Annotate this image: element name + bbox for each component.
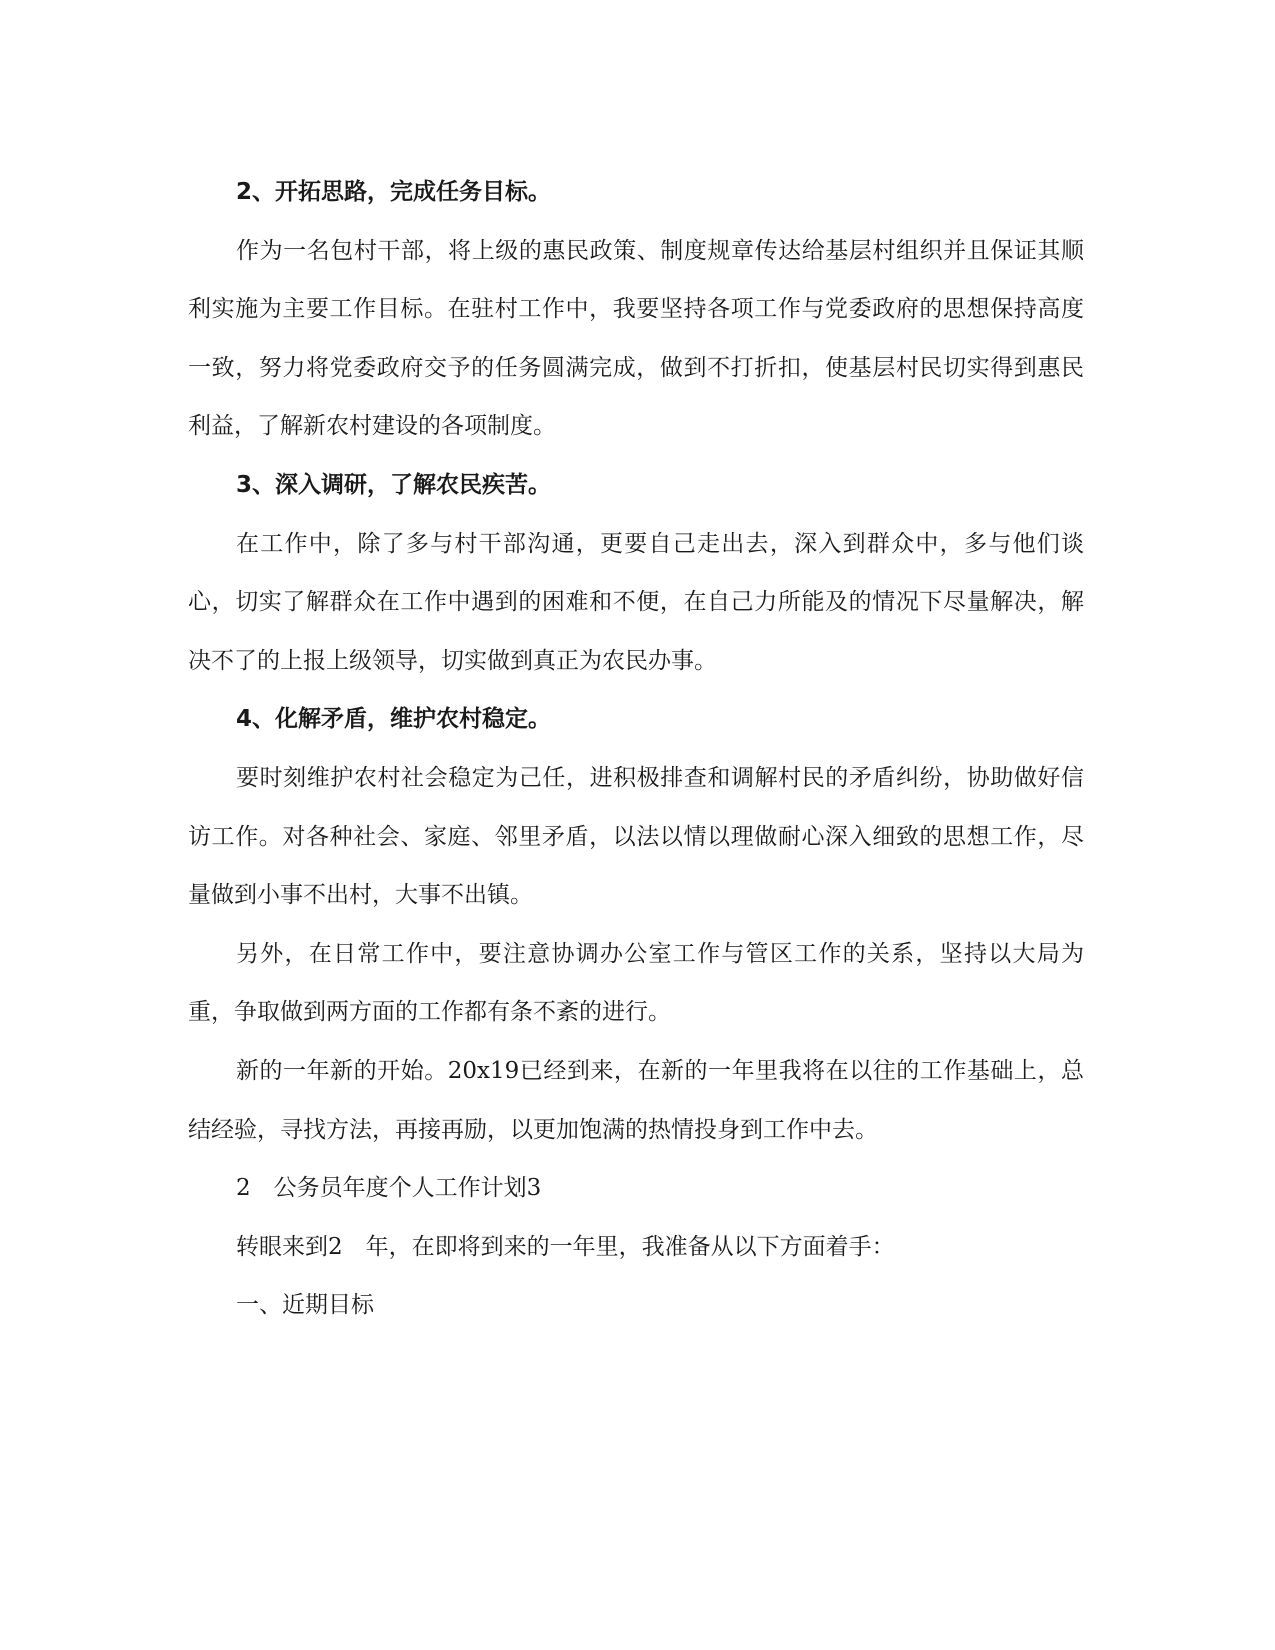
body-paragraph: 要时刻维护农村社会稳定为己任，进积极排查和调解村民的矛盾纠纷，协助做好信访工作。对各种社会、家庭、邻里矛盾，以法以情以理做耐心深入细致的思想工作，尽量做到小事不出村，大事不出镇。 [188,764,1084,909]
body-paragraph: 新的一年新的开始。20x19已经到来，在新的一年里我将在以往的工作基础上，总结经验，寻找方法，再接再励，以更加饱满的热情投身到工作中去。 [188,1057,1084,1143]
plan-title-line: 2 公务员年度个人工作计划3 [236,1175,542,1202]
section-heading-4: 4、化解矛盾，维护农村稳定。 [236,706,552,733]
body-paragraph: 在工作中，除了多与村干部沟通，更要自己走出去，深入到群众中，多与他们谈心，切实了解群众在工作中遇到的困难和不便，在自己力所能及的情况下尽量解决，解决不了的上报上级领导，切实做到真正为农民办事。 [188,530,1084,674]
body-paragraph: 作为一名包村干部，将上级的惠民政策、制度规章传达给基层村组织并且保证其顺利实施为主要工作目标。在驻村工作中，我要坚持各项工作与党委政府的思想保持高度一致，努力将党委政府交予的任务圆满完成，做到不打折扣，使基层村民切实得到惠民利益，了解新农村建设的各项制度。 [188,237,1084,440]
subsection-heading: 一、近期目标 [236,1292,374,1319]
body-paragraph: 另外，在日常工作中，要注意协调办公室工作与管区工作的关系，坚持以大局为重，争取做到两方面的工作都有条不紊的进行。 [188,940,1084,1026]
section-heading-2: 2、开拓思路，完成任务目标。 [236,179,552,205]
document-body [188,163,1084,1335]
body-paragraph: 转眼来到2 年，在即将到来的一年里，我准备从以下方面着手： [236,1233,895,1260]
section-heading-3: 3、深入调研，了解农民疾苦。 [236,471,552,498]
